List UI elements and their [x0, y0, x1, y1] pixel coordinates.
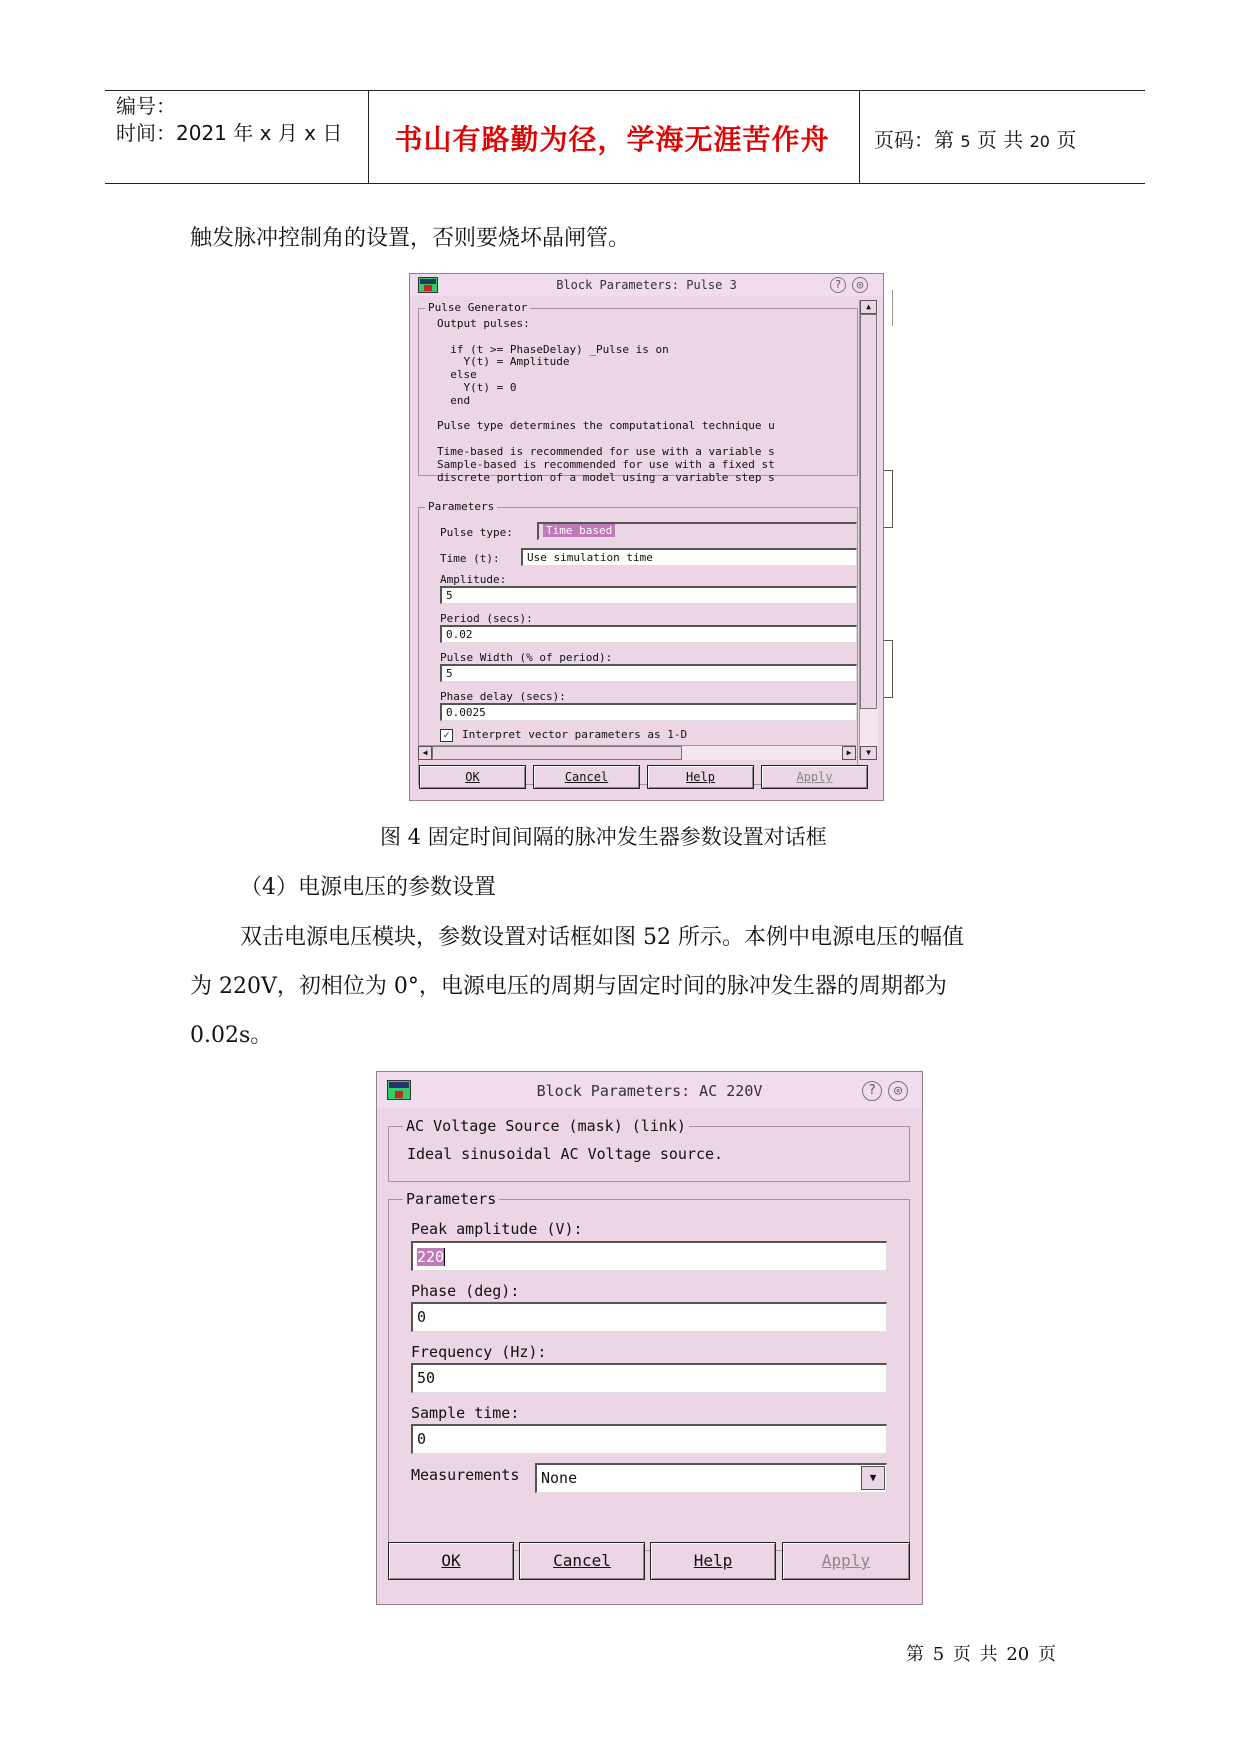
model-fragment [884, 290, 893, 326]
phase-input[interactable]: 0 [411, 1302, 887, 1332]
pulse-generator-label: Pulse Generator [425, 301, 530, 314]
help-button[interactable] [647, 765, 754, 789]
apply-label: Apply [796, 770, 833, 784]
close-icon[interactable]: ◎ [888, 1081, 908, 1101]
header-page-info [874, 124, 1076, 153]
ac-voltage-dialog [376, 1071, 923, 1605]
cancel-label: Cancel [564, 770, 609, 784]
time-label: 时间：2021 年 x 月 x 日 [116, 121, 343, 145]
help-icon[interactable]: ? [830, 277, 846, 293]
apply-button[interactable] [761, 765, 868, 789]
header-bottom-rule [105, 183, 1145, 184]
parameters-label: Parameters [403, 1190, 499, 1208]
page-suffix: 页 [1056, 128, 1077, 152]
interpret-label: Interpret vector parameters as 1-D [462, 728, 688, 741]
pulse-width-label: Pulse Width (% of period): [440, 651, 613, 664]
figure-4-caption: 图 4 固定时间间隔的脉冲发生器参数设置对话框 [380, 825, 827, 849]
parameters-label: Parameters [425, 500, 497, 513]
pulse-dialog [409, 273, 884, 801]
help-button[interactable] [650, 1542, 776, 1580]
amplitude-input[interactable]: 5 [440, 586, 857, 604]
description-line: Sample-based is recommended for use with a fixed st [437, 457, 775, 471]
header-left-cell [116, 93, 342, 147]
header-motto: 书山有路勤为径，学海无涯苦作舟 [394, 123, 830, 156]
scroll-right-icon[interactable]: ▶ [842, 746, 856, 760]
vertical-scrollbar[interactable] [859, 300, 878, 760]
paragraph-2-line-1: 双击电源电压模块，参数设置对话框如图 52 所示。本例中电源电压的幅值 [240, 925, 964, 950]
pulse-type-value: Time based [543, 524, 615, 537]
frequency-input[interactable]: 50 [411, 1363, 887, 1393]
horizontal-scrollbar[interactable] [418, 745, 856, 760]
measurements-select[interactable] [535, 1463, 887, 1493]
page-number: 5 [960, 132, 971, 151]
measurements-value: None [541, 1469, 578, 1487]
description-line: Y(t) = 0 [437, 380, 517, 394]
measurements-label: Measurements [411, 1466, 520, 1484]
interpret-checkbox[interactable]: ✓ [440, 729, 453, 742]
hscroll-thumb[interactable] [432, 746, 682, 760]
page-total: 20 [1029, 132, 1050, 151]
pulse-type-select[interactable] [537, 522, 857, 540]
help-icon[interactable]: ? [862, 1081, 882, 1101]
apply-button[interactable] [782, 1542, 910, 1580]
scroll-left-icon[interactable]: ◀ [418, 746, 432, 760]
pulse-dialog-title: Block Parameters: Pulse 3 [556, 278, 737, 292]
pulse-dialog-titlebar [410, 274, 883, 296]
description-line: Output pulses: [437, 317, 530, 330]
frequency-label: Frequency (Hz): [411, 1343, 547, 1361]
description-line: end [437, 393, 471, 407]
ac-description-group [388, 1117, 910, 1182]
time-select[interactable]: Use simulation time [521, 548, 857, 566]
ac-source-label: AC Voltage Source (mask) (link) [403, 1117, 689, 1135]
ok-label: OK [465, 770, 480, 784]
model-fragment-block [884, 470, 893, 528]
cancel-button[interactable] [519, 1542, 645, 1580]
phase-delay-label: Phase delay (secs): [440, 690, 566, 703]
model-fragment-block-2 [884, 640, 893, 698]
paragraph-1: 触发脉冲控制角的设置，否则要烧坏晶闸管。 [190, 226, 631, 251]
pulse-width-input[interactable]: 5 [440, 664, 857, 682]
section-heading-4: （4）电源电压的参数设置 [240, 875, 496, 900]
header-divider-2 [859, 91, 860, 184]
ok-button[interactable] [388, 1542, 514, 1580]
cancel-button[interactable] [533, 765, 640, 789]
page-footer: 第 5 页 共 20 页 [906, 1644, 1056, 1665]
help-label: Help [686, 770, 715, 784]
serial-label: 编号： [116, 94, 176, 118]
header-top-rule [105, 90, 1145, 91]
page-prefix: 页码：第 [874, 128, 954, 152]
description-line [437, 331, 857, 344]
peak-amplitude-value: 220 [417, 1248, 445, 1266]
sample-time-label: Sample time: [411, 1404, 520, 1422]
amplitude-label: Amplitude: [440, 573, 507, 586]
page-mid: 页 共 [976, 128, 1024, 152]
ok-label: OK [441, 1551, 461, 1570]
pulse-type-label: Pulse type: [440, 526, 513, 539]
help-label: Help [693, 1551, 733, 1570]
description-line: if (t >= PhaseDelay) _Pulse is on [437, 342, 669, 356]
chevron-down-icon[interactable]: ▼ [861, 1466, 885, 1490]
ac-dialog-title: Block Parameters: AC 220V [536, 1082, 763, 1100]
description-line: Time-based is recommended for use with a variable s [437, 444, 775, 458]
peak-amplitude-input[interactable] [411, 1241, 887, 1271]
time-label: Time (t): [440, 552, 500, 565]
phase-label: Phase (deg): [411, 1282, 520, 1300]
description-line: Pulse type determines the computational technique u [437, 419, 775, 433]
apply-label: Apply [821, 1551, 871, 1570]
scroll-thumb[interactable] [860, 314, 877, 709]
period-input[interactable]: 0.02 [440, 625, 857, 643]
scroll-down-icon[interactable]: ▼ [860, 746, 877, 760]
header-divider-1 [368, 91, 369, 184]
close-icon[interactable]: ◎ [852, 277, 868, 293]
paragraph-2-line-2: 为 220V，初相位为 0°，电源电压的周期与固定时间的脉冲发生器的周期都为 [190, 974, 947, 999]
sample-time-input[interactable]: 0 [411, 1424, 887, 1454]
period-label: Period (secs): [440, 612, 533, 625]
ac-description: Ideal sinusoidal AC Voltage source. [407, 1145, 724, 1163]
phase-delay-input[interactable]: 0.0025 [440, 703, 857, 721]
cancel-label: Cancel [553, 1551, 611, 1570]
paragraph-2-line-3: 0.02s。 [190, 1023, 273, 1048]
pulse-description-text [437, 317, 857, 484]
scroll-up-icon[interactable]: ▲ [860, 300, 877, 314]
description-line: else [437, 368, 477, 382]
description-line: Y(t) = Amplitude [437, 355, 570, 369]
description-line: discrete portion of a model using a variable step s [437, 470, 775, 484]
ok-button[interactable] [419, 765, 526, 789]
peak-amplitude-label: Peak amplitude (V): [411, 1220, 583, 1238]
ac-dialog-titlebar [377, 1072, 922, 1108]
